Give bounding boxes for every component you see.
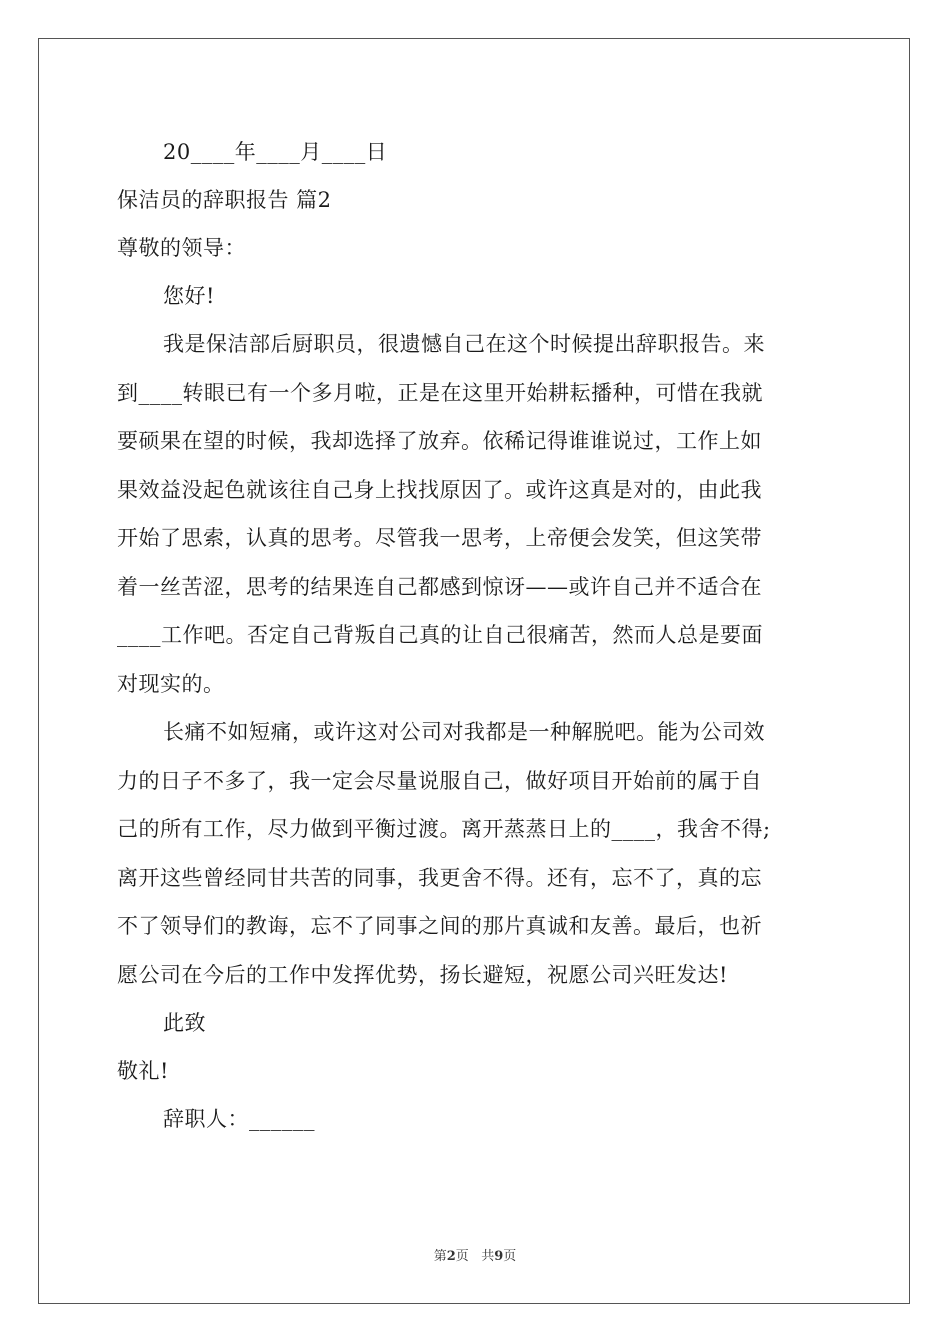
paragraph-line: ____工作吧。否定自己背叛自己真的让自己很痛苦，然而人总是要面 bbox=[117, 623, 763, 647]
paragraph-line: 开始了思索，认真的思考。尽管我一思考，上帝便会发笑，但这笑带 bbox=[117, 526, 762, 550]
page-number: 2 bbox=[446, 1249, 456, 1264]
salutation: 尊敬的领导： bbox=[117, 236, 246, 260]
greeting: 您好! bbox=[163, 284, 215, 308]
paragraph-line: 不了领导们的教诲，忘不了同事之间的那片真诚和友善。最后，也祈 bbox=[117, 914, 762, 938]
page-footer bbox=[0, 1245, 950, 1264]
paragraph-line: 到____转眼已有一个多月啦，正是在这里开始耕耘播种，可惜在我就 bbox=[117, 380, 763, 405]
paragraph-1 bbox=[117, 320, 837, 708]
paragraph-line: 着一丝苦涩，思考的结果连自己都感到惊讶——或许自己并不适合在 bbox=[117, 574, 762, 599]
paragraph-line: 愿公司在今后的工作中发挥优势，扬长避短，祝愿公司兴旺发达! bbox=[117, 962, 728, 987]
page-suffix: 页 bbox=[455, 1249, 469, 1264]
paragraph-line: 果效益没起色就该往自己身上找找原因了。或许这真是对的，由此我 bbox=[117, 477, 762, 502]
paragraph-line: 己的所有工作，尽力做到平衡过渡。离开蒸蒸日上的____，我舍不得; bbox=[117, 817, 771, 841]
paragraph-line: 长痛不如短痛，或许这对公司对我都是一种解脱吧。能为公司效 bbox=[163, 720, 765, 744]
paragraph-line: 我是保洁部后厨职员，很遗憾自己在这个时候提出辞职报告。来 bbox=[163, 332, 765, 356]
paragraph-line: 力的日子不多了，我一定会尽量说服自己，做好项目开始前的属于自 bbox=[117, 768, 762, 793]
paragraph-line: 离开这些曾经同甘共苦的同事，我更舍不得。还有，忘不了，真的忘 bbox=[117, 865, 762, 890]
paragraph-line: 对现实的。 bbox=[117, 671, 225, 696]
date-line: 20____年____月____日 bbox=[163, 140, 388, 164]
paragraph-line: 要硕果在望的时候，我却选择了放弃。依稀记得谁谁说过，工作上如 bbox=[117, 429, 762, 453]
signature-line: 辞职人：______ bbox=[163, 1107, 315, 1131]
document-body bbox=[117, 128, 837, 1143]
total-suffix: 页 bbox=[503, 1249, 517, 1264]
closing-regards: 此致 bbox=[163, 1011, 206, 1035]
document-heading: 保洁员的辞职报告 篇2 bbox=[117, 188, 332, 212]
paragraph-2 bbox=[117, 708, 837, 999]
page-prefix: 第 bbox=[433, 1249, 447, 1264]
total-prefix: 共 bbox=[481, 1249, 495, 1264]
closing-salute: 敬礼! bbox=[117, 1059, 169, 1083]
total-pages: 9 bbox=[494, 1249, 504, 1264]
